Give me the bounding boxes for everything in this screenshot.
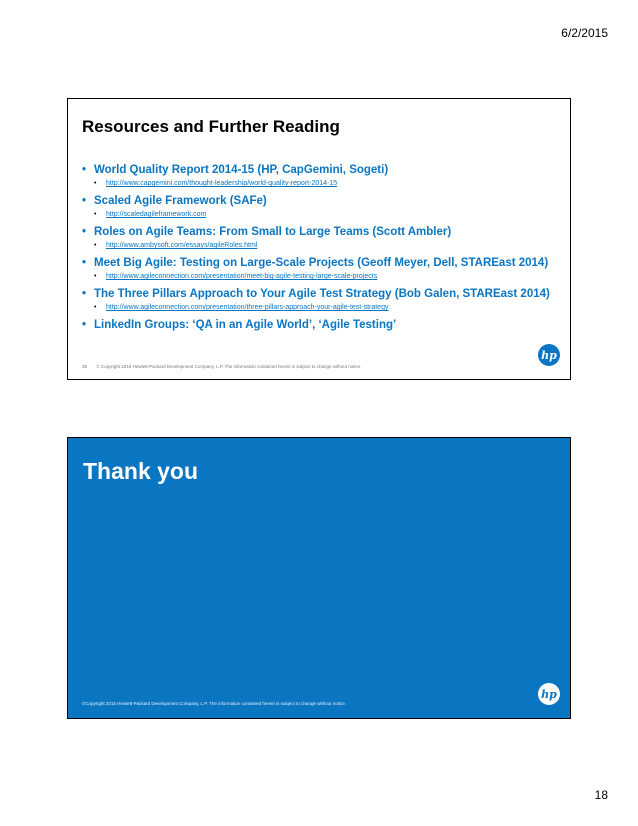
copyright-text: ©Copyright 2015 Hewlett-Packard Development Company, L.P. The information contained herein is subject to change without notice. <box>82 701 346 706</box>
resource-link[interactable]: • http://www.ambysoft.com/essays/agileRoles.html <box>82 240 562 252</box>
slide-title: Thank you <box>83 458 199 484</box>
slide-number: 35 <box>82 364 88 369</box>
copyright-text: © Copyright 2015 Hewlett-Packard Development Company, L.P. The information contained herein is subject to change without notice. <box>96 364 362 369</box>
resource-link[interactable]: • http://www.agileconnection.com/presentation/meet-big-agile-testing-large-scale-projects <box>82 271 562 283</box>
resource-item: • The Three Pillars Approach to Your Agile Test Strategy (Bob Galen, STAREast 2014) <box>82 286 562 302</box>
slide-thank-you <box>67 437 571 719</box>
hp-logo-icon: hp <box>538 344 560 366</box>
resources-list <box>82 162 562 333</box>
slide-resources <box>67 98 571 380</box>
slide-footer <box>82 364 362 369</box>
resource-item: • Scaled Agile Framework (SAFe) <box>82 193 562 209</box>
slide-title: Resources and Further Reading <box>82 117 340 136</box>
resource-item: • Meet Big Agile: Testing on Large-Scale Projects (Geoff Meyer, Dell, STAREast 2014) <box>82 255 562 271</box>
resource-link[interactable]: • http://www.agileconnection.com/presentation/three-pillars-approach-your-agile-test-strategy <box>82 302 562 314</box>
resource-link[interactable]: • http://scaledagileframework.com <box>82 209 562 221</box>
resource-link[interactable]: • http://www.capgemini.com/thought-leadership/world-quality-report-2014-15 <box>82 178 562 190</box>
page-date: 6/2/2015 <box>561 26 608 40</box>
resource-item: • Roles on Agile Teams: From Small to Large Teams (Scott Ambler) <box>82 224 562 240</box>
resource-item: • World Quality Report 2014-15 (HP, CapGemini, Sogeti) <box>82 162 562 178</box>
resource-item: • LinkedIn Groups: ‘QA in an Agile World’, ‘Agile Testing’ <box>82 317 562 333</box>
hp-logo-icon: hp <box>538 683 560 705</box>
page-number: 18 <box>594 788 608 802</box>
